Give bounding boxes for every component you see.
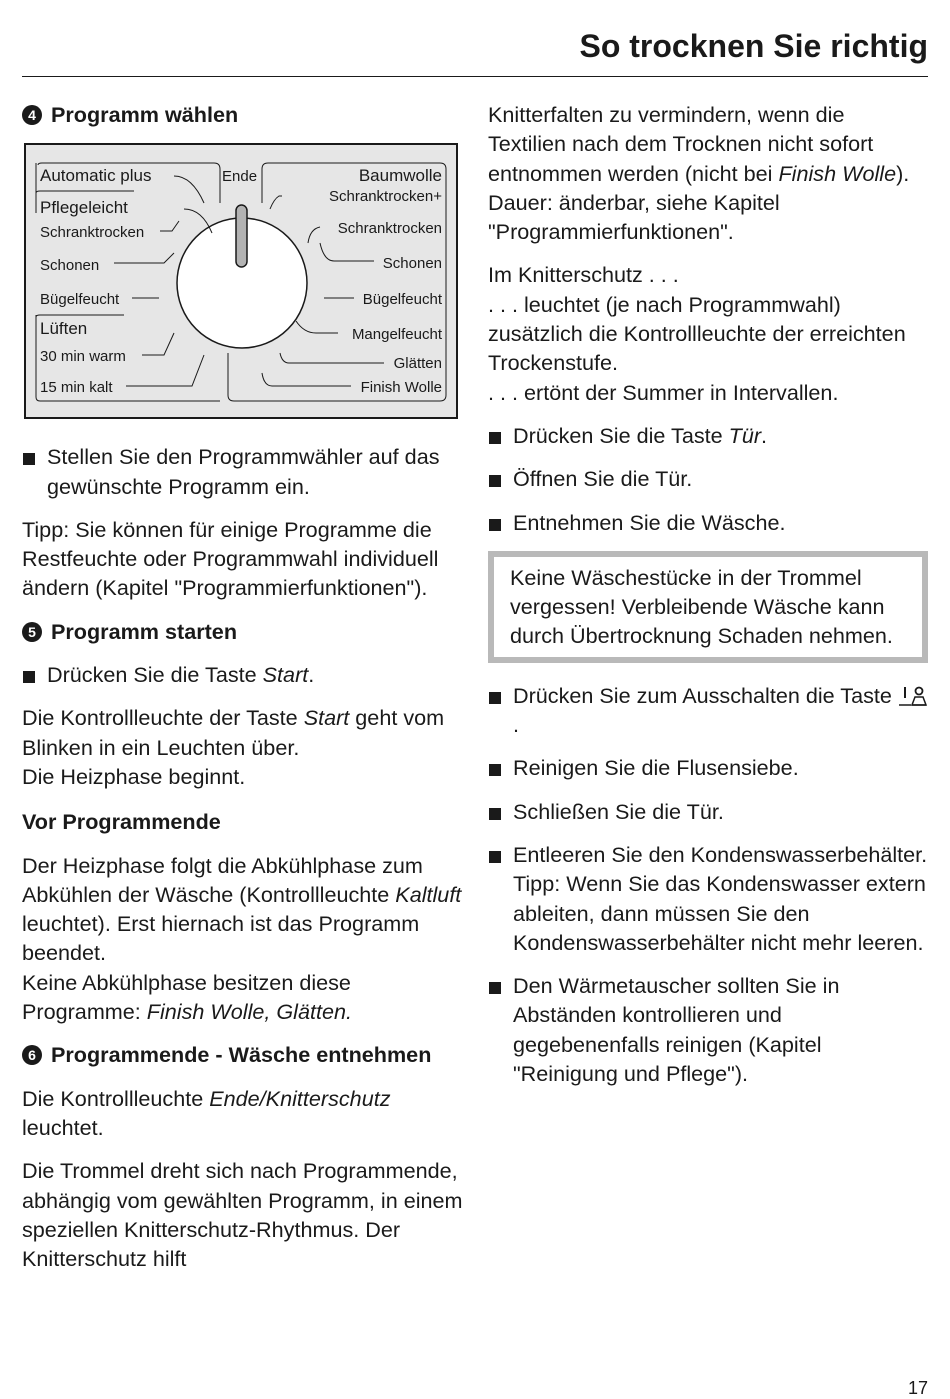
start-paragraph: Die Kontrollleuchte der Taste Start geht vom Blinken in ein Leuchten über. Die Heizphase beginnt. [22,705,445,789]
step-number-badge: 6 [22,1045,42,1065]
end-indicator-paragraph: Die Kontrollleuchte Ende/Knitterschutz leuchtet. [22,1085,391,1140]
instruction-open-door: Öffnen Sie die Tür. [488,464,928,493]
instruction-heat-exchanger: Den Wärmetauscher sollten Sie in Abständen kontrollieren und gegebenenfalls reinigen (Kapitel "Reinigung und Pflege"). [488,971,928,1088]
dial-label-bw-glaetten: Glätten [393,355,442,373]
crease-paragraph: Knitterfalten zu vermindern, wenn die Textilien nach dem Trocknen nicht sofort entnommen werden (nicht bei Finish Wolle). Dauer: änderbar, siehe Kapitel "Programmierfunktionen". [488,102,910,245]
section-heading-vor-programmende: Vor Programmende [22,809,221,835]
dial-label-pflegeleicht: Pflegeleicht [40,198,128,218]
step-number-badge: 4 [22,105,42,125]
left-column [22,100,467,1273]
dial-label-bw-buegelfeucht: Bügelfeucht [362,291,442,309]
instruction-close-door: Schließen Sie die Tür. [488,797,928,826]
dial-label-pflege-schranktrocken: Schranktrocken [40,224,145,242]
dial-label-bw-finish-wolle: Finish Wolle [360,379,442,397]
dial-label-bw-schranktrocken-plus: Schranktrocken+ [329,188,442,206]
warning-box [488,551,928,663]
step-4-title: Programm wählen [51,102,239,127]
anti-crease-paragraph: Im Knitterschutz . . . . . . leuchtet (je nach Programmwahl) zusätzlich die Kontrollleuchte der erreichten Trockenstufe. . . . ertönt der Summer in Intervallen. [488,262,906,405]
step-number-badge: 5 [22,622,42,642]
dial-label-lueften: Lüften [40,319,88,339]
dial-label-15-min-kalt: 15 min kalt [40,379,113,397]
page-title: So trocknen Sie richtig [579,28,928,64]
page-number: 17 [907,1378,928,1398]
dial-label-ende: Ende [222,168,258,186]
instruction-press-door: Drücken Sie die Taste Tür. [488,421,928,450]
instruction-remove-laundry: Entnehmen Sie die Wäsche. [488,508,928,537]
instruction-press-start: Drücken Sie die Taste Start. [22,660,467,689]
warning-text: Keine Wäschestücke in der Trommel vergessen! Verbleibende Wäsche kann durch Übertrocknung Schaden nehmen. [510,564,893,649]
dial-label-bw-mangelfeucht: Mangelfeucht [351,326,442,344]
dial-label-baumwolle: Baumwolle [358,166,442,186]
dial-label-pflege-buegelfeucht: Bügelfeucht [40,291,120,309]
right-column [488,100,928,1102]
dial-label-30-min-warm: 30 min warm [40,348,126,366]
power-key-icon [898,684,928,710]
dial-label-bw-schranktrocken: Schranktrocken [337,220,442,238]
step-5-title: Programm starten [51,618,238,644]
program-selector-diagram [24,143,459,420]
instruction-power-off: Drücken Sie zum Ausschalten die Taste . [488,681,928,740]
instruction-empty-container: Entleeren Sie den Kondenswasserbehälter. Tipp: Wenn Sie das Kondenswasser extern ableiten, dann müssen Sie den Kondenswasserbehälter nicht mehr leeren. [488,840,928,957]
instruction-clean-filters: Reinigen Sie die Flusensiebe. [488,753,928,782]
instruction-set-program: Stellen Sie den Programmwähler auf das gewünschte Programm ein. [22,442,467,501]
step-6-heading [22,1040,467,1069]
cooling-paragraph: Der Heizphase folgt die Abkühlphase zum Abkühlen der Wäsche (Kontrollleuchte Kaltluft leuchtet). Erst hiernach ist das Programm beendet. Keine Abkühlphase besitzen diese Programme: Finish Wolle, Glätten. [22,852,462,1025]
step-5-heading [22,617,467,646]
tip-paragraph: Tipp: Sie können für einige Programme die Restfeuchte oder Programmwahl individuell ändern (Kapitel "Programmierfunktionen"). [22,516,439,601]
dial-label-automatic-plus: Automatic plus [40,166,152,186]
step-4-heading [22,100,467,129]
step-6-title: Programmende - Wäsche entnehmen [51,1042,432,1068]
dial-label-pflege-schonen: Schonen [40,257,100,275]
dial-label-bw-schonen: Schonen [382,255,442,273]
drum-paragraph: Die Trommel dreht sich nach Programmende, abhängig vom gewählten Programm, in einem speziellen Knitterschutz-Rhythmus. Der Knitterschutz hilft [22,1158,463,1272]
header-rule [22,76,928,77]
